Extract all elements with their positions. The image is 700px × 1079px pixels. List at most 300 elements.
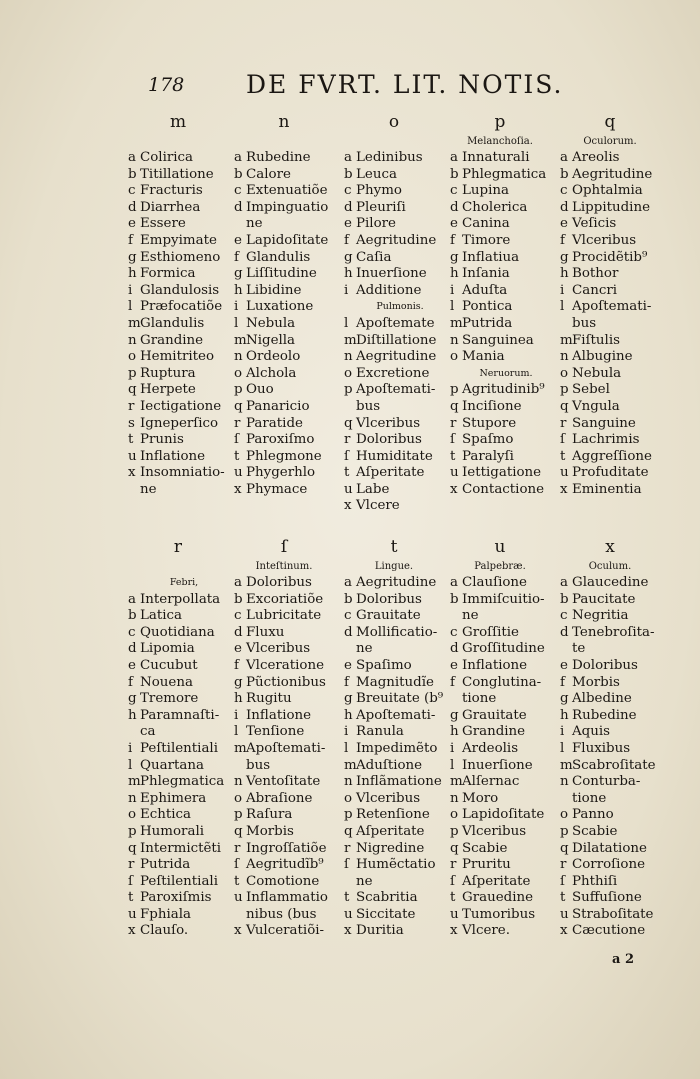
list-item [560, 791, 656, 808]
entry-word: bus [356, 398, 381, 414]
list-item [128, 608, 230, 625]
list-item [344, 857, 443, 874]
entry-word: Cæcutione [572, 923, 646, 939]
entry-word: Inflatione [140, 448, 206, 464]
list-item [234, 449, 328, 466]
entry-letter: e [344, 657, 352, 673]
entry-word: Aduſta [462, 282, 508, 298]
list-item [344, 316, 446, 333]
list-item [450, 625, 545, 642]
entry-word: Inflãmatione [356, 774, 442, 790]
entry-word: Hemitriteo [140, 349, 215, 365]
entry-letter: a [450, 575, 458, 590]
entry-word: Colirica [140, 150, 194, 165]
entry-word: Spaſmo [462, 432, 514, 448]
entry-word: Ephimera [140, 790, 207, 806]
entry-letter: x [344, 923, 352, 939]
entry-word: Abraſione [246, 790, 313, 806]
entry-letter: f [128, 232, 133, 248]
entry-word: Profuditate [572, 465, 649, 481]
entry-word: Paralyſi [462, 448, 514, 464]
entry-word: ne [246, 216, 263, 232]
entry-list [560, 575, 656, 940]
entry-word: Putrida [462, 315, 513, 331]
entry-word: Quotidiana [140, 624, 215, 640]
entry-letter: i [344, 282, 349, 298]
entry-word: Vlceribus [572, 232, 637, 248]
entry-letter: n [344, 349, 353, 365]
list-item [234, 482, 328, 499]
entry-letter: q [450, 840, 459, 856]
entry-word: Vlceribus [356, 790, 421, 806]
entry-word: Cancri [572, 282, 618, 298]
entry-word: Prunis [140, 432, 184, 448]
entry-letter: g [344, 691, 353, 707]
entry-letter: c [450, 624, 458, 640]
list-item [128, 333, 225, 350]
entry-letter: e [234, 641, 242, 657]
entry-letter: q [128, 382, 137, 398]
list-item [234, 266, 328, 283]
list-item [344, 724, 443, 741]
column-heading: Inteſtinum. [255, 561, 313, 572]
entry-word: Duritia [356, 923, 404, 939]
list-item [128, 641, 230, 658]
list-item [128, 857, 230, 874]
list-item [344, 333, 446, 350]
entry-word: Magnitudĩe [356, 674, 434, 690]
entry-letter: u [560, 465, 569, 481]
list-item [450, 658, 545, 675]
entry-word: Lupina [462, 183, 509, 199]
list-item [128, 741, 230, 758]
column-heading: Palpebræ. [474, 561, 526, 572]
entry-word: Fphiala [140, 906, 192, 922]
entry-word: Extenuatiõe [246, 183, 328, 199]
entry-letter: b [128, 166, 137, 182]
list-item [560, 923, 656, 940]
entry-letter: c [128, 183, 136, 199]
entry-word: Aegritudĩb⁹ [246, 857, 324, 873]
entry-letter: l [450, 299, 455, 315]
entry-word: Labe [356, 481, 390, 497]
list-item [234, 416, 328, 433]
entry-letter: p [560, 382, 569, 398]
column-letter: q [604, 112, 616, 132]
list-item [234, 691, 328, 708]
entry-word: Formica [140, 266, 196, 282]
entry-letter: q [344, 415, 353, 431]
list-item [560, 449, 652, 466]
list-item [128, 250, 225, 267]
list-item [344, 498, 446, 515]
list-item [450, 316, 552, 333]
list-item [560, 283, 652, 300]
entry-word: Glaucedine [572, 575, 649, 590]
list-item [344, 216, 446, 233]
entry-letter: d [560, 624, 569, 640]
entry-word: Conturba- [572, 774, 641, 790]
column-letter: r [173, 537, 183, 557]
list-item [234, 923, 328, 940]
list-item [450, 641, 545, 658]
entry-word: Morbis [246, 823, 294, 839]
entry-word: Inuerſione [462, 757, 533, 773]
list-item [450, 874, 545, 891]
entry-letter: o [344, 365, 353, 381]
entry-list [560, 150, 652, 498]
entry-word: Tremore [140, 691, 199, 707]
entry-letter: r [344, 840, 351, 856]
entry-letter: c [344, 608, 352, 624]
entry-letter: f [234, 249, 239, 265]
list-item [450, 299, 552, 316]
entry-letter: t [344, 465, 350, 481]
list-item [560, 625, 656, 642]
list-item [344, 575, 443, 592]
list-item [450, 741, 545, 758]
list-item [128, 432, 225, 449]
entry-word: Caſia [356, 249, 392, 265]
entry-letter: m [234, 332, 247, 348]
entry-letter: x [560, 923, 568, 939]
entry-word: Diarrhea [140, 199, 201, 215]
list-item [234, 465, 328, 482]
entry-letter: l [128, 757, 133, 773]
entry-word: Ledinibus [356, 150, 423, 165]
entry-letter: e [128, 657, 136, 673]
column-letter: x [605, 537, 615, 557]
entry-word: Aſperitate [462, 873, 531, 889]
entry-letter: e [450, 216, 458, 232]
entry-letter: f [560, 674, 565, 690]
entry-letter: b [560, 166, 569, 182]
entry-letter: p [344, 807, 353, 823]
entry-word: Humiditate [356, 448, 433, 464]
entry-letter: t [450, 890, 456, 906]
entry-letter: q [234, 823, 243, 839]
entry-letter: i [450, 740, 455, 756]
running-head: DE FVRT. LIT. NOTIS. [246, 70, 564, 99]
list-item [128, 283, 225, 300]
entry-word: Excoriatiõe [246, 591, 324, 607]
entry-letter: n [450, 332, 459, 348]
column-letter: o [388, 112, 400, 132]
entry-letter: a [344, 150, 352, 165]
entry-letter: o [234, 790, 243, 806]
list-item [450, 724, 545, 741]
list-item [450, 432, 552, 449]
entry-letter: a [234, 150, 242, 165]
entry-letter: f [450, 232, 455, 248]
entry-letter: q [560, 398, 569, 414]
entry-letter: ſ [450, 432, 455, 448]
entry-word: Echtica [140, 807, 192, 823]
list-item [450, 774, 545, 791]
entry-word: Lipomia [140, 641, 195, 657]
entry-word: Apoſtemate [356, 315, 435, 331]
entry-letter: u [234, 890, 243, 906]
entry-word: Rugitu [246, 691, 292, 707]
list-item [128, 382, 225, 399]
entry-letter: i [344, 724, 349, 740]
entry-word: Paramnaſti- [140, 707, 220, 723]
list-item [128, 349, 225, 366]
list-item [234, 625, 328, 642]
entry-letter: a [344, 575, 352, 590]
entry-letter: b [128, 608, 137, 624]
list-item [344, 482, 446, 499]
entry-word: Leuca [356, 166, 397, 182]
list-item [128, 824, 230, 841]
entry-word: Clauſo. [140, 923, 189, 939]
entry-word: Fracturis [140, 183, 203, 199]
entry-word: Grauitate [462, 707, 527, 723]
column-heading: Oculum. [588, 561, 632, 572]
entry-word: Ruptura [140, 365, 196, 381]
list-item [450, 216, 552, 233]
list-item [560, 641, 656, 658]
entry-letter: r [234, 840, 241, 856]
list-item [128, 150, 225, 167]
entry-word: Glandulis [140, 315, 205, 331]
signature-mark: a 2 [612, 952, 634, 967]
entry-letter: h [234, 691, 243, 707]
entry-letter: l [560, 740, 565, 756]
list-item [560, 316, 652, 333]
entry-word: Glandulosis [140, 282, 220, 298]
list-item [450, 708, 545, 725]
entry-letter: ſ [234, 857, 239, 873]
list-item [128, 216, 225, 233]
list-item [450, 465, 552, 482]
entry-letter: x [128, 465, 136, 481]
entry-word: Doloribus [572, 657, 638, 673]
entry-letter: q [450, 398, 459, 414]
entry-word: Tumoribus [462, 906, 536, 922]
entry-word: Putrida [140, 857, 191, 873]
entry-word: Conglutina- [462, 674, 542, 690]
entry-word: Panno [572, 807, 614, 823]
list-item [560, 807, 656, 824]
entry-letter: u [128, 448, 137, 464]
list-item [234, 299, 328, 316]
entry-word: Ordeolo [246, 349, 301, 365]
entry-letter: o [560, 807, 569, 823]
entry-letter: ſ [344, 857, 349, 873]
list-item [560, 890, 656, 907]
list-item [450, 691, 545, 708]
entry-word: Igneperſico [140, 415, 219, 431]
list-item [450, 758, 545, 775]
entry-word: Libidine [246, 282, 302, 298]
entry-word: ne [462, 608, 479, 624]
list-item [234, 791, 328, 808]
entry-word: Raſura [246, 807, 293, 823]
entry-letter: t [450, 448, 456, 464]
entry-word: Sebel [572, 382, 610, 398]
entry-letter: g [560, 249, 569, 265]
entry-word: Empyimate [140, 232, 217, 248]
list-item [560, 465, 652, 482]
entry-word: ne [140, 481, 157, 497]
entry-word: Pilore [356, 216, 396, 232]
list-item [344, 741, 443, 758]
entry-word: Fiſtulis [572, 332, 620, 348]
list-item [450, 399, 552, 416]
list-item [560, 658, 656, 675]
entry-word: Scabie [572, 823, 618, 839]
entry-letter: u [344, 906, 353, 922]
list-item [560, 432, 652, 449]
entry-letter: d [128, 199, 137, 215]
list-item [234, 575, 328, 592]
entry-word: Interpollata [140, 591, 221, 607]
column-letter: ſ [280, 537, 288, 557]
entry-letter: n [344, 774, 353, 790]
list-item [450, 575, 545, 592]
entry-list [450, 150, 552, 498]
list-item [128, 774, 230, 791]
list-item [234, 890, 328, 907]
entry-word: Lapidoſitate [462, 807, 545, 823]
entry-letter: p [560, 823, 569, 839]
list-item [344, 465, 446, 482]
entry-word: Grandine [140, 332, 204, 348]
list-item [234, 841, 328, 858]
list-item [234, 399, 328, 416]
entry-word: Iectigatione [140, 398, 222, 414]
list-item [450, 449, 552, 466]
list-item [344, 608, 443, 625]
entry-word: Vlceribus [462, 823, 527, 839]
entry-word: Humorali [140, 823, 205, 839]
entry-word: Insomniatio- [140, 465, 225, 481]
entry-letter: n [128, 790, 137, 806]
entry-letter: p [128, 823, 137, 839]
entry-word: Scabritia [356, 890, 418, 906]
entry-letter: c [234, 183, 242, 199]
entry-word: Paroxiſmo [246, 432, 315, 448]
entry-letter: x [450, 923, 458, 939]
entry-letter: n [560, 774, 569, 790]
list-item [128, 758, 230, 775]
entry-word: Inflatione [246, 707, 312, 723]
entry-letter: a [128, 591, 136, 607]
entry-word: Clauſione [462, 575, 527, 590]
entry-letter: c [234, 608, 242, 624]
entry-letter: r [128, 398, 135, 414]
list-item [234, 216, 328, 233]
list-item [560, 200, 652, 217]
list-item [560, 299, 652, 316]
entry-word: Nebula [572, 365, 622, 381]
entry-letter: p [450, 823, 459, 839]
list-item [344, 183, 446, 200]
list-item [450, 283, 552, 300]
list-item [234, 333, 328, 350]
entry-letter: e [450, 657, 458, 673]
entry-word: Retenſione [356, 807, 430, 823]
entry-word: Groſſitudine [462, 641, 545, 657]
entry-word: Pleuriſi [356, 199, 406, 215]
entry-letter: o [560, 365, 569, 381]
entry-letter: o [450, 807, 459, 823]
entry-letter: r [234, 415, 241, 431]
list-item [560, 675, 656, 692]
list-item [450, 675, 545, 692]
list-item [450, 183, 552, 200]
list-item [344, 641, 443, 658]
entry-letter: l [450, 757, 455, 773]
entry-word: bus [572, 315, 597, 331]
list-item [560, 482, 652, 499]
entry-letter: m [560, 757, 573, 773]
entry-letter: x [344, 498, 352, 514]
entry-word: Ouo [246, 382, 274, 398]
entry-letter: m [450, 774, 463, 790]
entry-letter: i [128, 282, 133, 298]
entry-word: Bothor [572, 266, 619, 282]
list-item [560, 349, 652, 366]
list-item [344, 592, 443, 609]
entry-letter: q [344, 823, 353, 839]
entry-word: Lippitudine [572, 199, 651, 215]
entry-word: Aggreſſione [572, 448, 652, 464]
entry-letter: t [234, 448, 240, 464]
list-item [450, 233, 552, 250]
page-number: 178 [148, 74, 185, 96]
list-item [128, 416, 225, 433]
entry-word: Corroſione [572, 857, 646, 873]
entry-word: nibus (bus [246, 906, 317, 922]
list-item [344, 907, 443, 924]
list-item [128, 233, 225, 250]
entry-letter: h [560, 707, 569, 723]
entry-letter: p [128, 365, 137, 381]
entry-word: bus [246, 757, 271, 773]
list-item [128, 449, 225, 466]
column-letter: m [169, 112, 187, 132]
list-item [560, 708, 656, 725]
entry-letter: u [234, 465, 243, 481]
entry-letter: r [450, 415, 457, 431]
entry-letter: i [128, 740, 133, 756]
entry-word: Apoſtemati- [356, 382, 436, 398]
entry-word: Ventoſitate [246, 774, 321, 790]
entry-word: Phlegmone [246, 448, 322, 464]
entry-word: Diſtillatione [356, 332, 437, 348]
list-item [344, 449, 446, 466]
list-item [234, 658, 328, 675]
entry-word: Peſtilentiali [140, 873, 218, 889]
entry-letter: u [450, 465, 459, 481]
list-item [234, 774, 328, 791]
entry-letter: d [344, 624, 353, 640]
entry-letter: e [234, 232, 242, 248]
entry-letter: ſ [234, 432, 239, 448]
entry-word: Vlceribus [356, 415, 421, 431]
list-item [234, 708, 328, 725]
entry-letter: t [128, 890, 134, 906]
entry-word: Immiſcuitio- [462, 591, 545, 607]
entry-letter: p [450, 382, 459, 398]
list-item [234, 874, 328, 891]
list-item [560, 758, 656, 775]
list-item [560, 366, 652, 383]
entry-word: Apoſtemati- [246, 740, 326, 756]
entry-letter: m [128, 315, 141, 331]
